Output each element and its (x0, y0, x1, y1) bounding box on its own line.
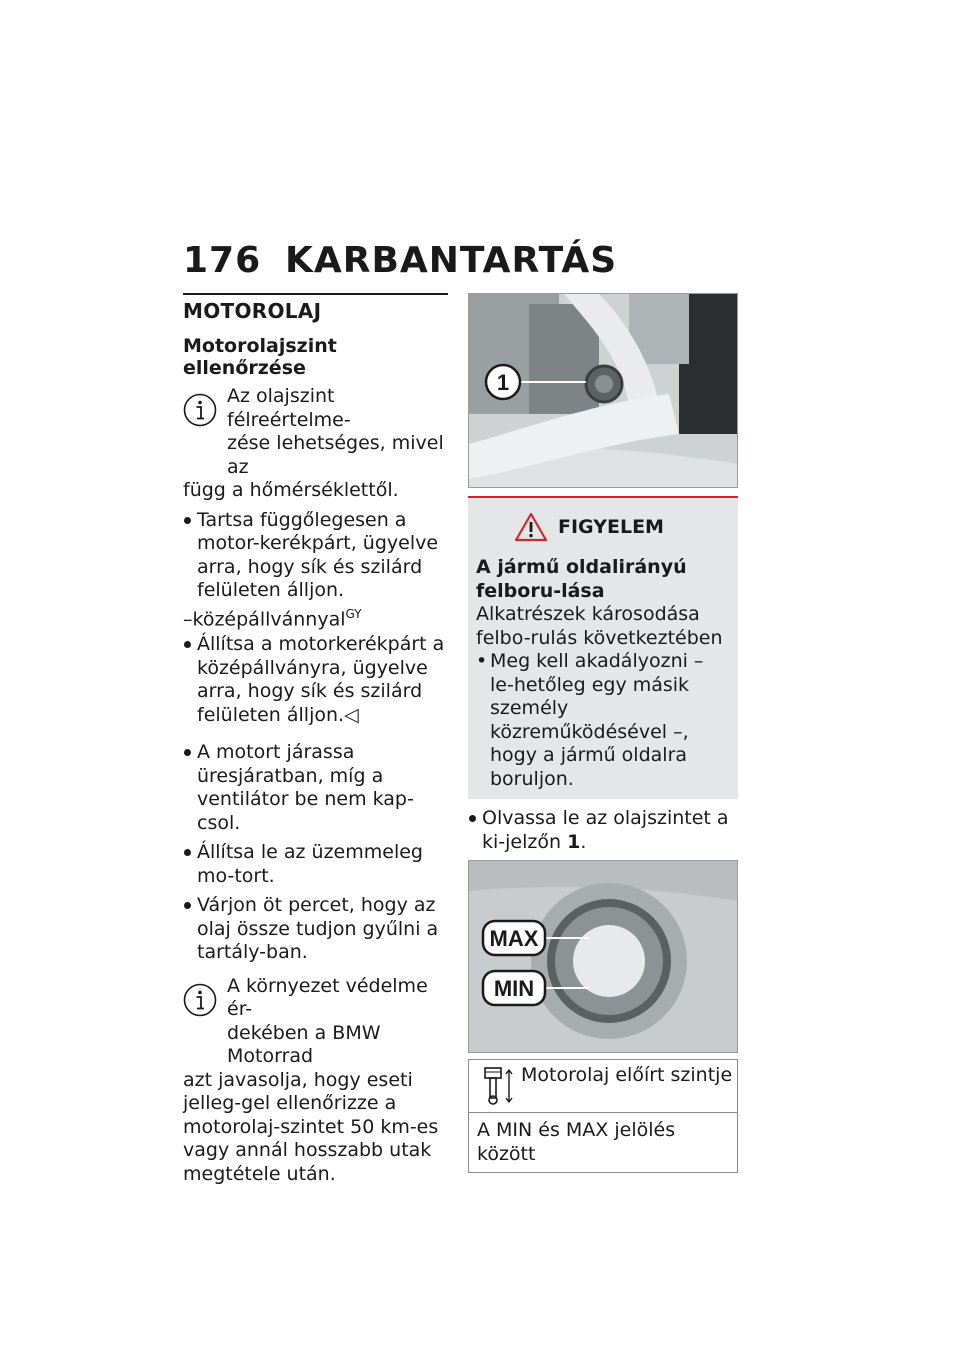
instruction-bullet: Tartsa függőlegesen a motor-kerékpárt, ügyelve arra, hogy sík és szilárd felületen álljon. (183, 509, 448, 603)
instruction-bullet: Állítsa le az üzemmeleg mo-tort. (183, 841, 448, 888)
note-line: A környezet védelme ér- (227, 974, 428, 1021)
info-icon (183, 393, 217, 427)
info-note (183, 385, 448, 503)
spec-table (468, 1059, 738, 1173)
read-level-text: Olvassa le az olajszintet a ki-jelzőn (482, 807, 729, 853)
engine-photo (468, 293, 738, 488)
section-rule (183, 293, 448, 295)
sight-glass-photo (468, 860, 738, 1053)
spec-header (469, 1060, 737, 1113)
info-icon (183, 983, 217, 1017)
note-line: függ a hőmérséklettől. (183, 479, 399, 501)
option-label (183, 603, 448, 632)
max-label: MAX (489, 926, 539, 951)
note-line: Az olajszint félreértelme- (227, 385, 351, 431)
note-line: dekében a BMW Motorrad (227, 1021, 381, 1068)
warning-header (514, 512, 728, 542)
oil-level-icon (479, 1066, 515, 1106)
left-column (183, 293, 448, 1186)
instruction-bullet: Állítsa a motorkerékpárt a középállványra, ügyelve arra, hogy sík és szilárd felületen álljon.◁ (183, 633, 448, 727)
instruction-bullet: Olvassa le az olajszintet a ki-jelzőn 1. (468, 807, 738, 854)
read-level-ref: 1 (567, 830, 581, 853)
page-number: 176 (183, 240, 262, 281)
option-text: –középállvánnyal (183, 607, 346, 630)
warning-icon (514, 512, 548, 542)
engine-illustration (469, 294, 738, 488)
warning-body: Alkatrészek károsodása felbo-rulás következtében (476, 603, 723, 649)
option-code: GY (345, 606, 362, 621)
instruction-bullet: Várjon öt percet, hogy az olaj össze tudjon gyűlni a tartály-ban. (183, 894, 448, 965)
right-column (468, 293, 738, 1173)
warning-box (468, 496, 738, 799)
chapter-title: KARBANTARTÁS (285, 240, 618, 281)
warning-label: FIGYELEM (558, 516, 664, 538)
warning-title: A jármű oldalirányú felboru-lása (476, 556, 687, 602)
warning-bullet: • Meg kell akadályozni – le-hetőleg egy másik személy közreműködésével –, hogy a jármű oldalra boruljon. (476, 650, 728, 791)
note-line: zése lehetséges, mivel az (227, 432, 444, 478)
instruction-bullet: A motort járassa üresjáratban, míg a ventilátor be nem kap-csol. (183, 741, 448, 835)
section-title: MOTOROLAJ (183, 299, 322, 323)
spec-label: Motorolaj előírt szintje (521, 1064, 733, 1086)
min-label: MIN (493, 976, 535, 1001)
environment-note (183, 975, 448, 1187)
sight-glass-illustration (469, 861, 738, 1053)
note-text: azt javasolja, hogy eseti jelleg-gel ellenőrizze a motorolaj-szintet 50 km-es vagy annál hosszabb utak megtétele után. (183, 1068, 439, 1185)
subsection-title: Motorolajszint ellenőrzése (183, 335, 337, 379)
callout-1: 1 (496, 370, 510, 395)
spec-value: A MIN és MAX jelölés között (477, 1119, 676, 1165)
